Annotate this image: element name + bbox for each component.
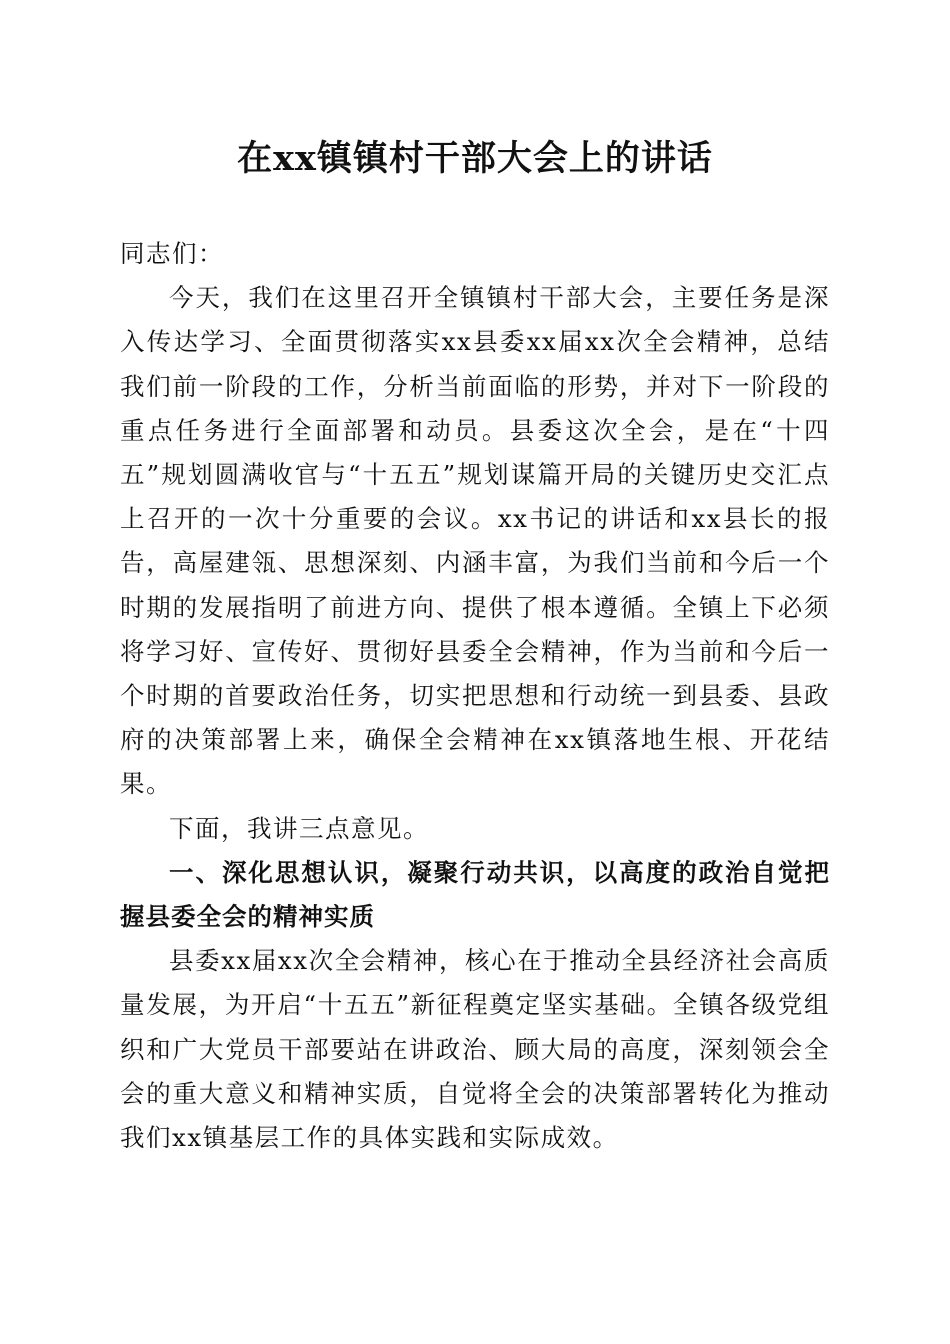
paragraph-opening: 今天，我们在这里召开全镇镇村干部大会，主要任务是深入传达学习、全面贯彻落实xx县委xx届xx次全会精神，总结我们前一阶段的工作，分析当前面临的形势，并对下一阶段的重点任务进行全面部署和动员。县委这次全会，是在“十四五”规划圆满收官与“十五五”规划谋篇开局的关键历史交汇点上召开的一次十分重要的会议。xx书记的讲话和xx县长的报告，高屋建瓴、思想深刻、内涵丰富，为我们当前和今后一个时期的发展指明了前进方向、提供了根本遵循。全镇上下必须将学习好、宣传好、贯彻好县委全会精神，作为当前和今后一个时期的首要政治任务，切实把思想和行动统一到县委、县政府的决策部署上来，确保全会精神在xx镇落地生根、开花结果。: [120, 283, 830, 799]
document-body: [120, 232, 830, 1160]
document-title: 在xx镇镇村干部大会上的讲话: [237, 138, 713, 179]
section-heading-1: 一、深化思想认识，凝聚行动共识，以高度的政治自觉把握县委全会的精神实质: [120, 857, 830, 932]
salutation: 同志们：: [120, 239, 224, 268]
section-1-paragraph: 县委xx届xx次全会精神，核心在于推动全县经济社会高质量发展，为开启“十五五”新征程奠定坚实基础。全镇各级党组织和广大党员干部要站在讲政治、顾大局的高度，深刻领会全会的重大意义和精神实质，自觉将全会的决策部署转化为推动我们xx镇基层工作的具体实践和实际成效。: [120, 946, 830, 1153]
paragraph-outline: 下面，我讲三点意见。: [169, 813, 429, 843]
